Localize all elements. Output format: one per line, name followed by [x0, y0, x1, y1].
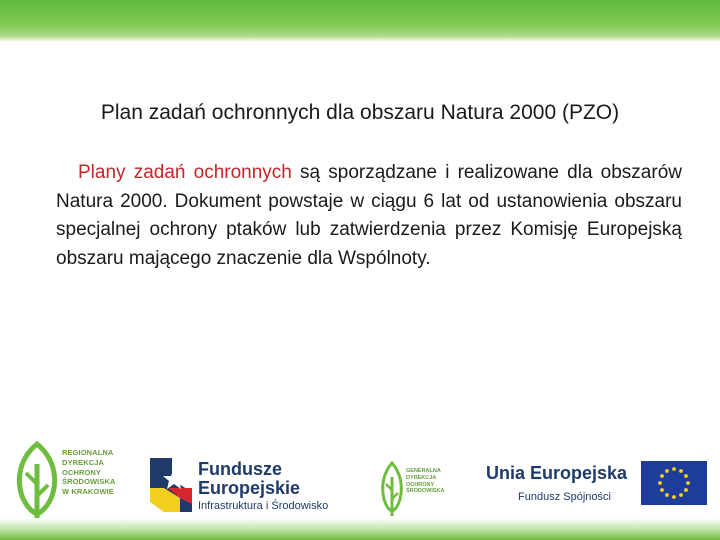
rdos-logo	[14, 440, 144, 522]
eu-funds-star-icon	[150, 452, 192, 512]
fundusze-title-line: Fundusze	[198, 459, 282, 479]
gdos-name	[406, 468, 460, 495]
slide-title: Plan zadań ochronnych dla obszaru Natura 2000 (PZO)	[100, 101, 620, 124]
body-highlight: Plany zadań ochronnych	[78, 162, 292, 183]
rdos-line: OCHRONY	[62, 467, 102, 477]
rdos-line: ŚRODOWISKA	[62, 477, 116, 487]
rdos-line: REGIONALNA	[62, 448, 114, 457]
rdos-name	[62, 448, 142, 497]
unia-europejska-logo	[486, 463, 626, 508]
gdos-line: OCHRONY	[406, 481, 435, 488]
leaf-icon	[380, 460, 404, 516]
fundusze-title-line: Europejskie	[198, 478, 301, 498]
fundusze-europejskie-logo	[150, 450, 350, 520]
rdos-line: DYREKCJA	[62, 457, 105, 467]
slide-body	[56, 159, 682, 273]
body-text: są sporządzane i realizowane dla obszarów Natura 2000. Dokument powstaje w ciągu 6 lat od ustanowienia obszaru specjalnej ochrony ptaków lub zatwierdzenia przez Komisję Europejską obszaru mającego znaczenie dla Wspólnoty.	[56, 162, 682, 269]
rdos-line: W KRAKOWIE	[62, 487, 114, 497]
gdos-logo	[380, 458, 460, 518]
top-accent-bar	[0, 0, 720, 42]
gdos-line: GENERALNA	[406, 468, 441, 474]
eu-subtitle: Fundusz Spójności	[518, 491, 611, 503]
eu-title: Unia Europejska	[486, 463, 628, 483]
fundusze-title	[198, 460, 300, 498]
fundusze-subtitle: Infrastruktura i Środowisko	[198, 500, 329, 512]
eu-flag-icon	[641, 461, 707, 505]
gdos-line: ŚRODOWISKA	[406, 488, 445, 495]
leaf-icon	[14, 440, 60, 520]
bottom-accent-bar	[0, 518, 720, 540]
gdos-line: DYREKCJA	[406, 474, 437, 481]
